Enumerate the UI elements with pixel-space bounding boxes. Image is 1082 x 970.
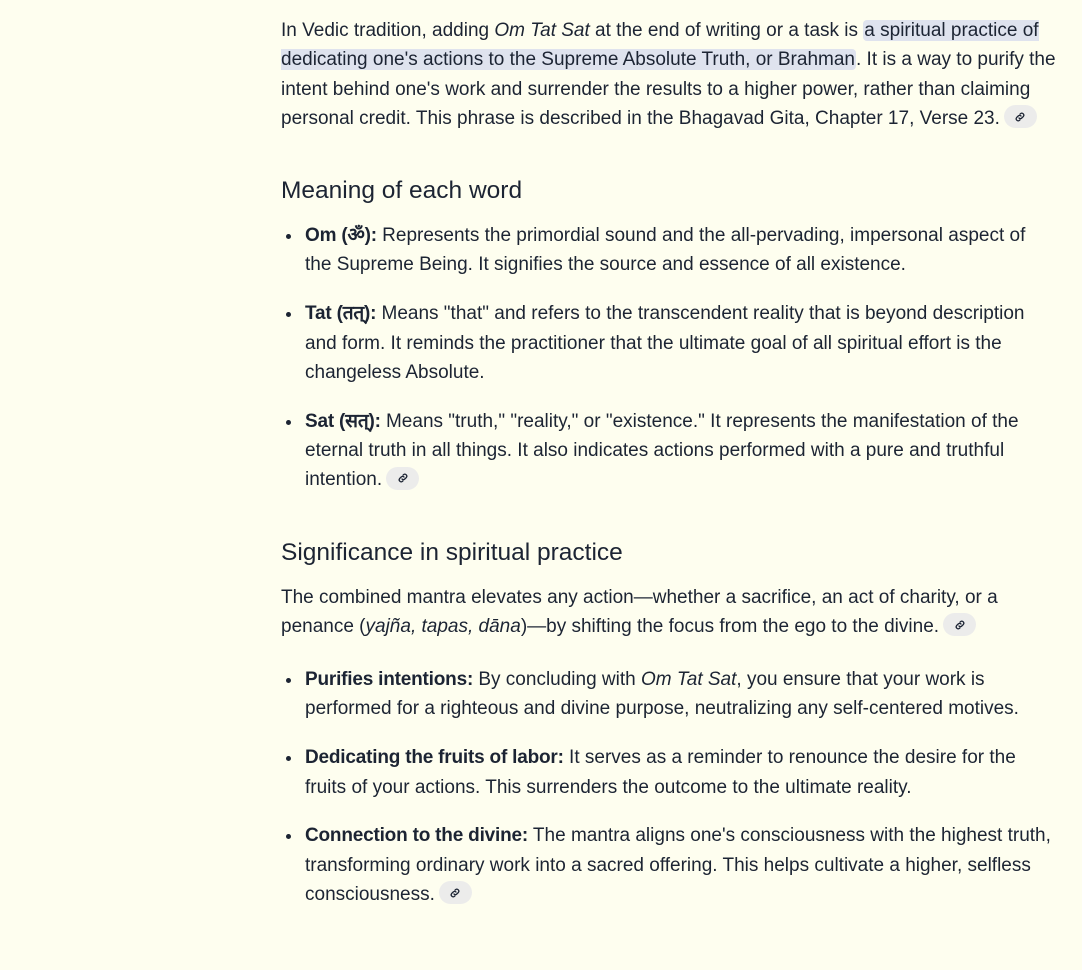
intro-mantra: Om Tat Sat <box>494 20 590 41</box>
list-item-dedicating: Dedicating the fruits of labor: It serves as a reminder to renounce the desire for the fruits of your actions. This surrenders the outcome to the ultimate reality. <box>305 743 1056 802</box>
link-icon <box>954 619 966 631</box>
source-link-button[interactable] <box>943 613 976 636</box>
intro-paragraph: In Vedic tradition, adding Om Tat Sat at the end of writing or a task is a spiritual practice of dedicating one's actions to the Supreme Absolute Truth, or Brahman. It is a way to purify the intent behind one's work and surrender the results to a higher power, rather than claiming personal credit. This phrase is described in the Bhagavad Gita, Chapter 17, Verse 23. <box>281 20 1056 129</box>
source-link-button[interactable] <box>1004 105 1037 128</box>
meaning-list <box>281 221 1056 494</box>
section-heading-significance: Significance in spiritual practice <box>281 538 623 566</box>
section-heading-meaning: Meaning of each word <box>281 177 523 205</box>
link-icon <box>449 887 461 899</box>
list-item-purifies: Purifies intentions: By concluding with Om Tat Sat, you ensure that your work is performed for a righteous and divine purpose, neutralizing any self-centered motives. <box>305 665 1056 724</box>
list-item-connection: Connection to the divine: The mantra aligns one's consciousness with the highest truth, transforming ordinary work into a sacred offering. This helps cultivate a higher, selfless consciousness. <box>305 821 1056 909</box>
significance-list <box>281 665 1056 909</box>
list-item-tat: Tat (तत्): Means "that" and refers to the transcendent reality that is beyond description and form. It reminds the practitioner that the ultimate goal of all spiritual effort is the changeless Absolute. <box>305 299 1056 387</box>
source-link-button[interactable] <box>439 881 472 904</box>
significance-paragraph: The combined mantra elevates any action—whether a sacrifice, an act of charity, or a penance (yajña, tapas, dāna)—by shifting the focus from the ego to the divine. <box>281 586 998 637</box>
link-icon <box>1014 111 1026 123</box>
list-item-om: Om (ॐ): Represents the primordial sound and the all-pervading, impersonal aspect of the Supreme Being. It signifies the source and essence of all existence. <box>305 221 1056 280</box>
source-link-button[interactable] <box>386 467 419 490</box>
link-icon <box>397 472 409 484</box>
answer-content <box>281 16 1056 909</box>
list-item-sat: Sat (सत्): Means "truth," "reality," or "existence." It represents the manifestation of the eternal truth in all things. It also indicates actions performed with a pure and truthful intention. <box>305 407 1056 495</box>
highlighted-definition: a spiritual practice of dedicating one's actions to the Supreme Absolute Truth, or Brahman <box>281 20 1039 71</box>
